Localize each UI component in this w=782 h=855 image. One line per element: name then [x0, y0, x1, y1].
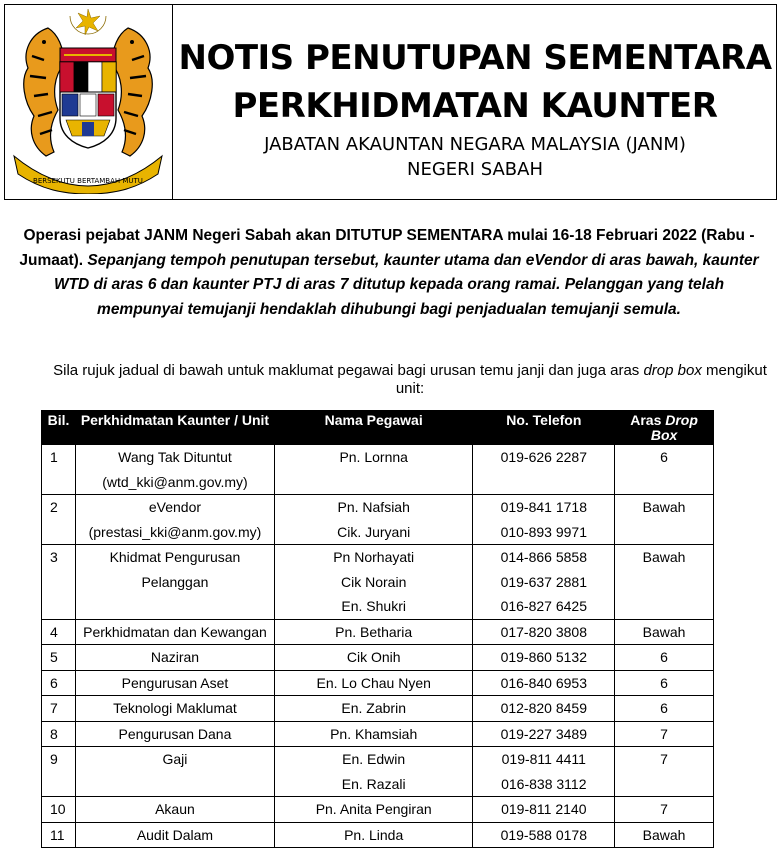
cell-phone — [473, 619, 615, 645]
cell-level — [615, 670, 714, 696]
cell-no — [42, 445, 76, 495]
table-row — [42, 445, 714, 495]
cell-no — [42, 696, 76, 722]
cell-officer-text: Pn. Lornna — [339, 449, 408, 465]
table-row — [42, 797, 714, 823]
table-row — [42, 645, 714, 671]
cell-phone-text: 016-827 6425 — [500, 598, 587, 614]
cell-phone-text: 019-841 1718 — [500, 499, 587, 515]
cell-phone-text: 019-588 0178 — [500, 826, 587, 843]
notice-period: . — [78, 251, 84, 269]
table-row — [42, 721, 714, 747]
cell-officer — [274, 645, 473, 671]
cell-service-text: Pengurusan Dana — [118, 725, 232, 742]
cell-level-text: 7 — [660, 725, 668, 742]
cell-level — [615, 545, 714, 620]
cell-service-text: Teknologi Maklumat — [113, 700, 237, 716]
cell-level — [615, 495, 714, 545]
cell-service — [75, 545, 274, 620]
cell-level-text: Bawah — [642, 549, 686, 565]
cell-level-text: 6 — [660, 449, 668, 465]
notice-bold: Operasi pejabat JANM Negeri Sabah akan DITUTUP SEMENTARA mulai 16-18 Februari 2022 (Rabu - Jumaat) — [19, 227, 755, 269]
cell-service-text: (prestasi_kki@anm.gov.my) — [88, 523, 262, 540]
cell-no — [42, 645, 76, 671]
header-text — [173, 4, 777, 200]
cell-no — [42, 797, 76, 823]
cell-service — [75, 445, 274, 495]
cell-officer-text: Cik Norain — [341, 573, 407, 590]
cell-phone-text: 014-866 5858 — [500, 549, 587, 565]
cell-officer-text: En. Lo Chau Nyen — [316, 674, 431, 691]
cell-level — [615, 645, 714, 671]
cell-phone-text: 019-811 2140 — [501, 801, 587, 817]
cell-no-text: 7 — [50, 700, 58, 716]
cell-officer — [274, 747, 473, 797]
reference-instruction — [40, 362, 780, 398]
cell-service — [75, 696, 274, 722]
cell-level — [615, 619, 714, 645]
cell-officer-text: Pn. Linda — [344, 826, 404, 843]
cell-level — [615, 721, 714, 747]
cell-no — [42, 822, 76, 848]
cell-level-text: 6 — [660, 649, 668, 665]
cell-phone — [473, 495, 615, 545]
department-name: JABATAN AKAUNTAN NEGARA MALAYSIA (JANM) — [264, 134, 686, 155]
table-row — [42, 670, 714, 696]
staff-contact-table — [41, 410, 714, 848]
cell-officer — [274, 445, 473, 495]
page-title-line2: PERKHIDMATAN KAUNTER — [232, 86, 718, 126]
cell-level — [615, 822, 714, 848]
cell-level-text: 7 — [660, 801, 668, 817]
cell-no-text: 11 — [50, 826, 65, 843]
cell-officer-text: En. Edwin — [342, 751, 406, 767]
cell-no-text: 2 — [50, 499, 58, 515]
cell-no-text: 3 — [50, 549, 58, 565]
cell-officer-text: Pn. Betharia — [335, 623, 413, 640]
cell-service-text: Akaun — [155, 801, 195, 817]
cell-level-text: Bawah — [642, 826, 686, 843]
cell-phone — [473, 721, 615, 747]
cell-no — [42, 721, 76, 747]
cell-officer-text: Pn Norhayati — [333, 549, 415, 565]
cell-officer-text: Pn. Anita Pengiran — [315, 801, 432, 817]
cell-phone-text: 010-893 9971 — [500, 523, 587, 540]
reference-italic: drop box — [643, 362, 702, 379]
table-row — [42, 822, 714, 848]
cell-phone-text: 016-840 6953 — [500, 674, 587, 691]
cell-no — [42, 495, 76, 545]
cell-service — [75, 721, 274, 747]
cell-phone-text: 019-637 2881 — [500, 573, 587, 590]
page-title-line1: NOTIS PENUTUPAN SEMENTARA — [178, 38, 772, 78]
cell-officer-text: Pn. Nafsiah — [337, 499, 410, 515]
table-row — [42, 495, 714, 545]
cell-service-text: Pengurusan Aset — [121, 674, 229, 691]
cell-officer — [274, 619, 473, 645]
cell-level-text: 6 — [660, 700, 668, 716]
cell-level — [615, 797, 714, 823]
table-header-row — [42, 411, 714, 445]
cell-officer-text: En. Razali — [341, 775, 406, 792]
cell-level-text: Bawah — [642, 499, 686, 515]
cell-service-text: eVendor — [148, 499, 202, 515]
cell-phone-text: 019-626 2287 — [500, 449, 587, 465]
cell-no-text: 5 — [50, 649, 58, 665]
cell-officer-text: Cik. Juryani — [337, 523, 411, 540]
cell-officer-text: Pn. Khamsiah — [330, 725, 418, 742]
coat-of-arms-malaysia — [8, 6, 168, 194]
cell-service-text: Wang Tak Dituntut — [118, 449, 232, 465]
cell-service — [75, 670, 274, 696]
cell-officer — [274, 696, 473, 722]
header-phone: No. Telefon — [473, 411, 615, 445]
cell-phone-text: 017-820 3808 — [500, 623, 587, 640]
cell-phone — [473, 545, 615, 620]
cell-phone-text: 012-820 8459 — [500, 700, 587, 716]
cell-service-text: Gaji — [162, 751, 188, 767]
notice-italic: Sepanjang tempoh penutupan tersebut, kaunter utama dan eVendor di aras bawah, kaunter WTD di aras 6 dan kaunter PTJ di aras 7 ditutup kepada orang ramai. Pelanggan yang telah mempunyai temujanji hendaklah dihubungi bagi penjadualan temujanji semula. — [53, 251, 759, 318]
cell-service-text: Perkhidmatan dan Kewangan — [83, 623, 267, 640]
cell-no — [42, 670, 76, 696]
cell-officer — [274, 797, 473, 823]
closure-notice — [14, 224, 764, 322]
cell-service-text: Pelanggan — [141, 573, 209, 590]
cell-phone-text: 019-227 3489 — [500, 725, 587, 742]
cell-officer-text: En. Zabrin — [341, 700, 406, 716]
cell-no-text: 6 — [50, 674, 58, 691]
cell-no-text: 4 — [50, 623, 58, 640]
cell-phone — [473, 445, 615, 495]
cell-officer — [274, 545, 473, 620]
cell-no — [42, 747, 76, 797]
table-row — [42, 619, 714, 645]
cell-officer — [274, 670, 473, 696]
header-officer: Nama Pegawai — [274, 411, 473, 445]
cell-no — [42, 619, 76, 645]
cell-service — [75, 619, 274, 645]
cell-phone — [473, 822, 615, 848]
cell-phone — [473, 670, 615, 696]
cell-service-text: Naziran — [150, 649, 200, 665]
cell-service — [75, 797, 274, 823]
cell-level — [615, 445, 714, 495]
cell-level — [615, 747, 714, 797]
cell-phone — [473, 797, 615, 823]
cell-phone — [473, 645, 615, 671]
cell-officer-text: En. Shukri — [341, 598, 406, 614]
header-no: Bil. — [42, 411, 76, 445]
cell-service-text: Audit Dalam — [136, 826, 214, 843]
cell-phone-text: 019-811 4411 — [501, 751, 586, 767]
cell-no-text: 1 — [50, 449, 58, 465]
state-name: NEGERI SABAH — [407, 159, 543, 180]
table-body — [42, 445, 714, 848]
svg-text:BERSEKUTU BERTAMBAH MUTU: BERSEKUTU BERTAMBAH MUTU — [33, 177, 143, 185]
cell-service — [75, 645, 274, 671]
cell-phone-text: 016-838 3112 — [501, 775, 587, 792]
header-service: Perkhidmatan Kaunter / Unit — [75, 411, 274, 445]
cell-level — [615, 696, 714, 722]
cell-service — [75, 495, 274, 545]
cell-phone — [473, 696, 615, 722]
cell-phone-text: 019-860 5132 — [500, 649, 587, 665]
cell-no-text: 9 — [50, 751, 58, 767]
cell-level-text: 7 — [660, 751, 668, 767]
cell-level-text: 6 — [660, 674, 668, 691]
header-level: Aras Drop Box — [615, 411, 714, 445]
cell-officer — [274, 495, 473, 545]
reference-text-before: Sila rujuk jadual di bawah untuk maklumat pegawai bagi urusan temu janji dan juga aras — [53, 362, 644, 379]
cell-no-text: 10 — [50, 801, 66, 817]
table-row — [42, 747, 714, 797]
cell-level-text: Bawah — [642, 623, 686, 640]
cell-officer-text: Cik Onih — [346, 649, 401, 665]
cell-no-text: 8 — [50, 725, 58, 742]
cell-service-text: (wtd_kki@anm.gov.my) — [102, 473, 248, 490]
cell-service — [75, 747, 274, 797]
table-row — [42, 545, 714, 620]
cell-service — [75, 822, 274, 848]
cell-no — [42, 545, 76, 620]
cell-officer — [274, 721, 473, 747]
cell-service-text: Khidmat Pengurusan — [109, 549, 241, 565]
cell-officer — [274, 822, 473, 848]
cell-phone — [473, 747, 615, 797]
reference-text-after: mengikut unit: — [395, 362, 767, 397]
table-row — [42, 696, 714, 722]
